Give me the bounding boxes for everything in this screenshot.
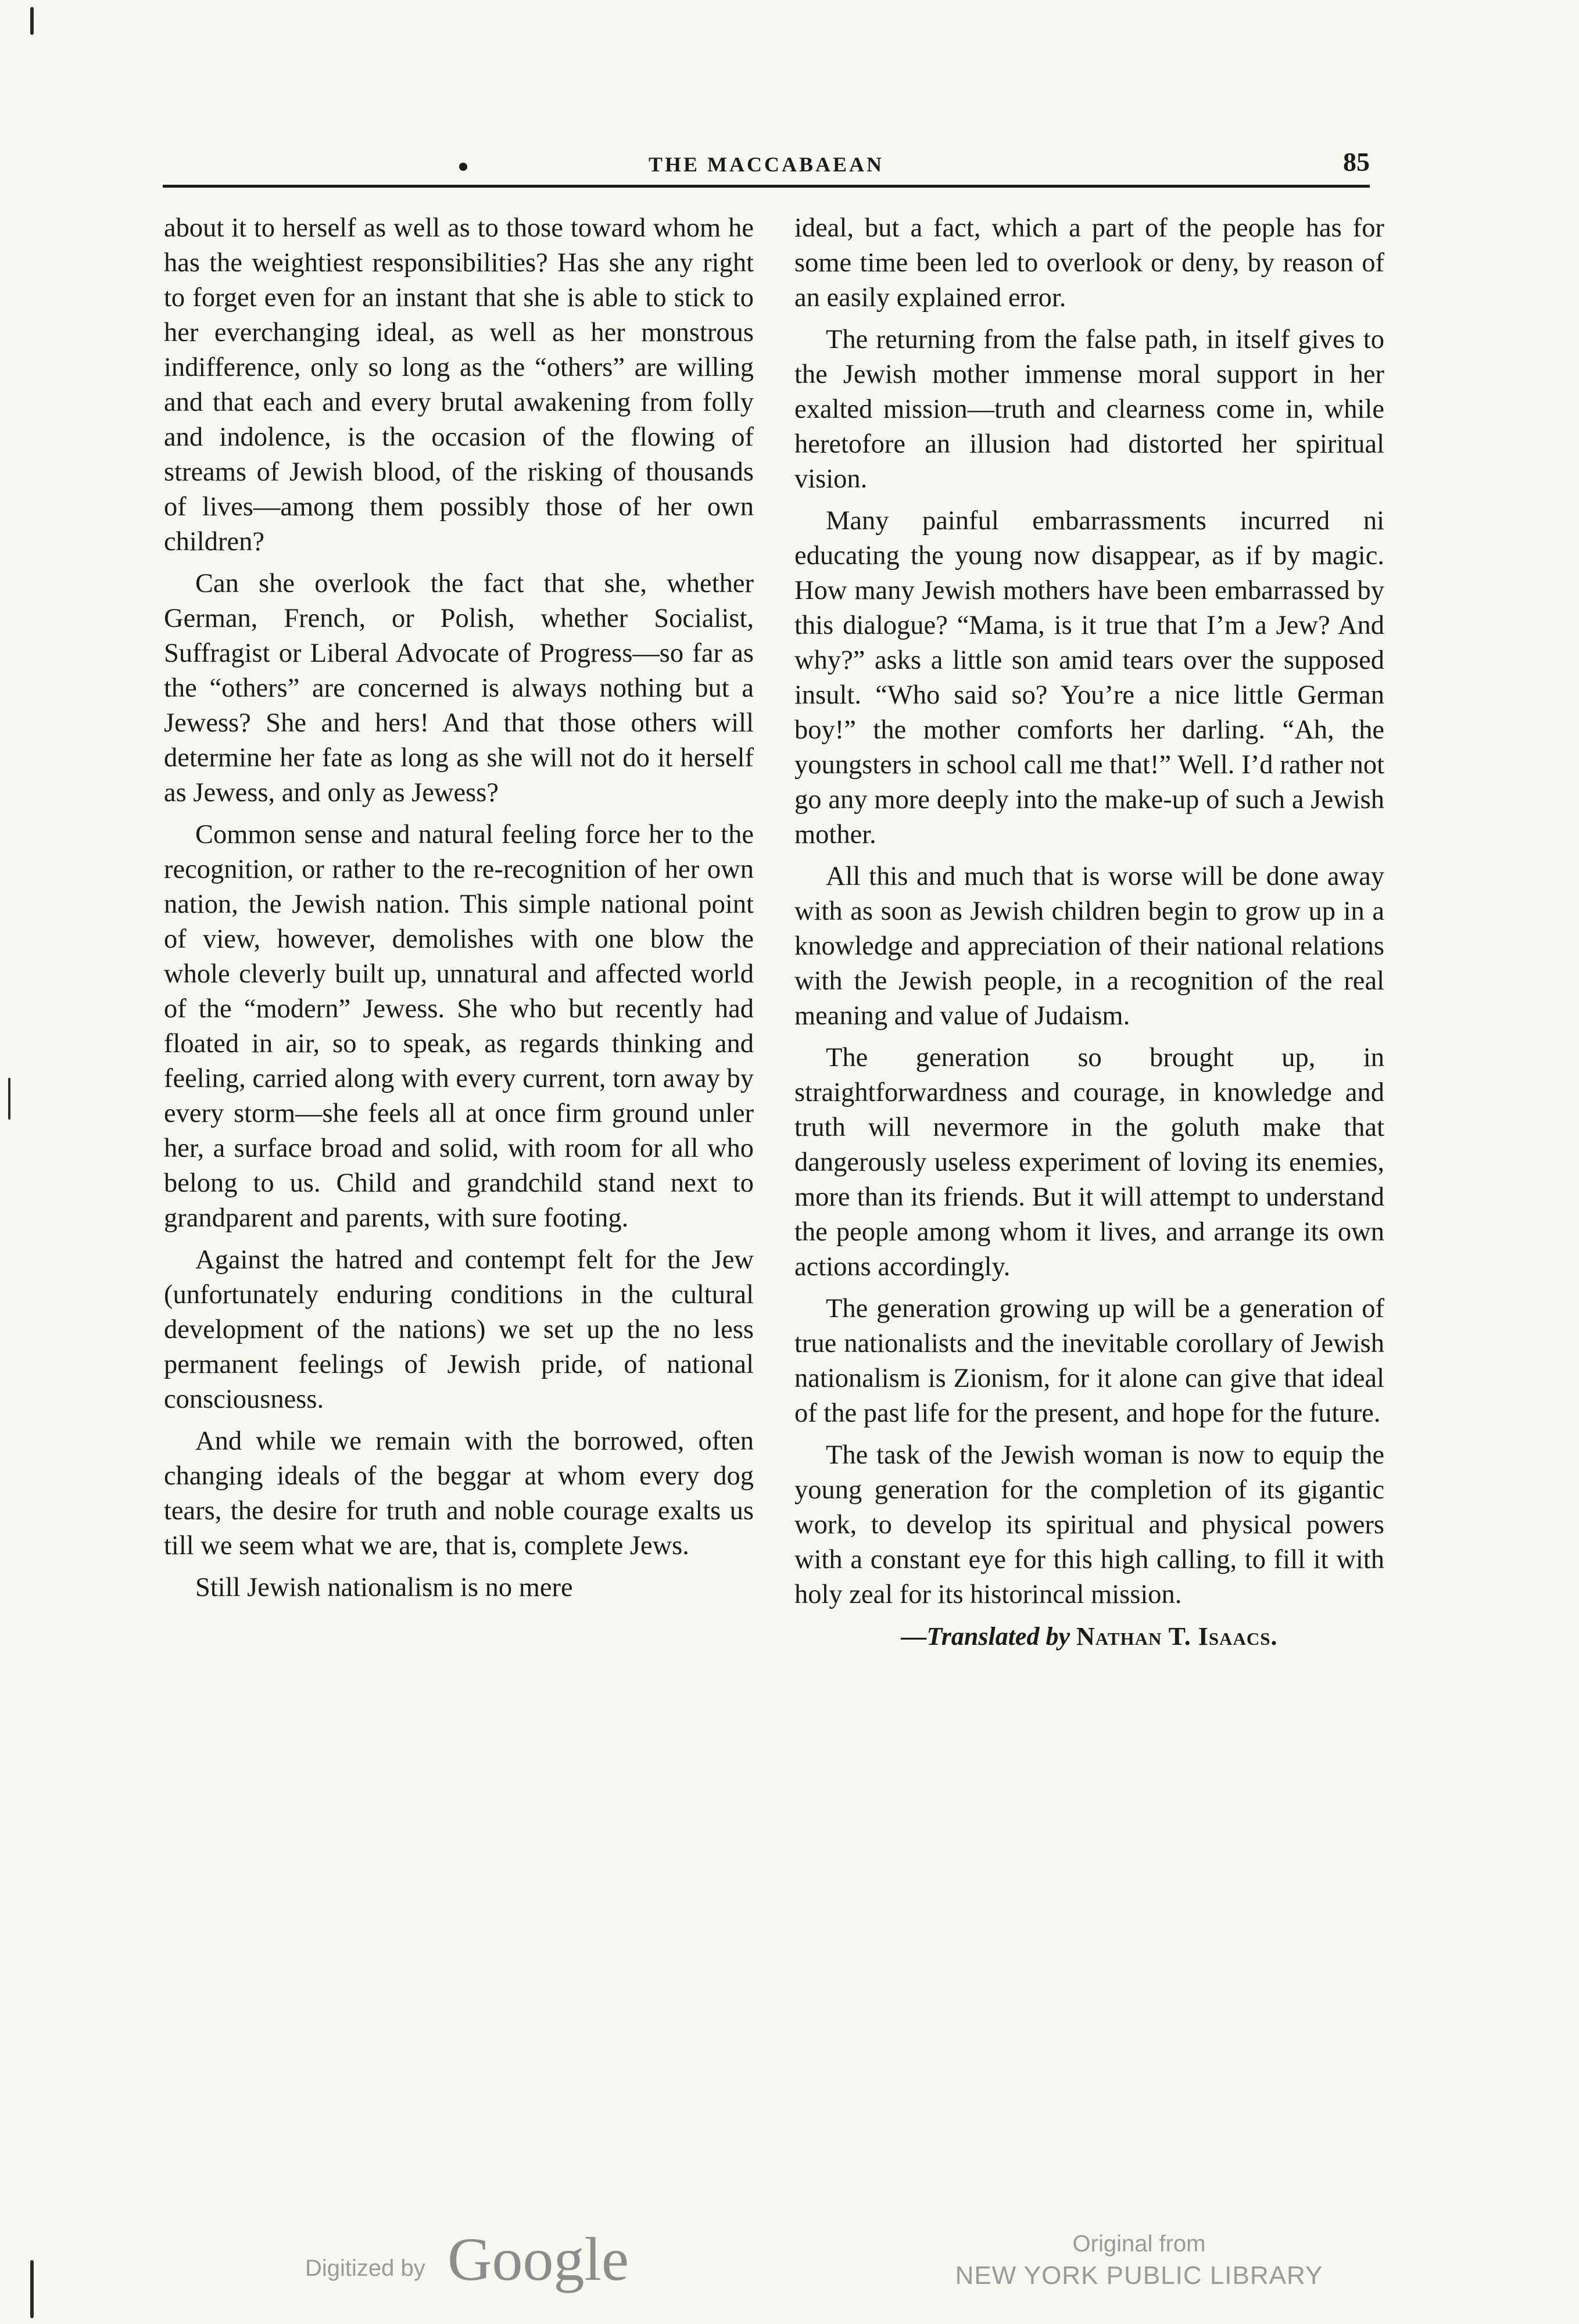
running-header [163, 147, 1370, 188]
paragraph: Many painful embarrassments incurred ni educating the young now disappear, as if by magic. How many Jewish mothers have been embarrassed by this dialogue? “Mama, is it true that I’m a Jew? And why?” asks a little son amid tears over the supposed insult. “Who said so? You’re a nice little German boy!” the mother comforts her darling. “Ah, the youngsters in school call me that!” Well. I’d rather not go any more deeply into the make-up of such a Jewish mother. [794, 506, 1384, 849]
translator-name: Nathan T. Isaacs. [1076, 1622, 1278, 1651]
translator-credit [794, 1619, 1384, 1654]
paragraph: Common sense and natural feeling force her to the recognition, or rather to the re-recognition of her own nation, the Jewish nation. This simple national point of view, however, demolishes with one blow the whole cleverly built up, unnatural and affected world of the “modern” Jewess. She who but recently had floated in air, so to speak, as regards thinking and feeling, carried along with every current, torn away by every storm—she feels all at once firm ground unler her, a surface broad and solid, with room for all who belong to us. Child and grandchild stand next to grandparent and parents, with sure footing. [164, 820, 754, 1233]
scan-edge-mark [8, 1078, 10, 1120]
original-from-label: Original from [1072, 2231, 1206, 2257]
paragraph: The returning from the false path, in itself gives to the Jewish mother immense moral support in her exalted mission—truth and clearness come in, while heretofore an illusion had distorted her spiritual vision. [794, 325, 1384, 494]
paragraph: about it to herself as well as to those toward whom he has the weightiest responsibilities? Has she any right to forget even for an instant that she is able to stick to her everchanging ideal, as well as her monstrous indifference, only so long as the “others” are willing and that each and every brutal awakening from folly and indolence, is the occasion of the flowing of streams of Jewish blood, of the risking of thousands of lives—among them possibly those of her own children? [164, 213, 754, 557]
paragraph: And while we remain with the borrowed, often changing ideals of the beggar at whom every dog tears, the desire for truth and noble courage exalts us till we seem what we are, that is, complete Jews. [164, 1426, 754, 1561]
library-name: NEW YORK PUBLIC LIBRARY [955, 2261, 1323, 2290]
digitization-footer [0, 2225, 1579, 2324]
paragraph: Still Jewish nationalism is no mere [195, 1573, 573, 1602]
paragraph: ideal, but a fact, which a part of the people has for some time been led to overlook or deny, by reason of an easily explained error. [794, 213, 1384, 313]
digitized-by-label: Digitized by [305, 2255, 425, 2281]
paragraph: All this and much that is worse will be done away with as soon as Jewish children begin to grow up in a knowledge and appreciation of their national relations with the Jewish people, in a recognition of the real meaning and value of Judaism. [794, 862, 1384, 1031]
paragraph: Can she overlook the fact that she, whether German, French, or Polish, whether Socialist, Suffragist or Liberal Advocate of Progress—so far as the “others” are concerned is always nothing but a Jewess? She and hers! And that those others will determine her fate as long as she will not do it herself as Jewess, and only as Jewess? [164, 569, 754, 808]
left-column [164, 211, 754, 1612]
paragraph: The task of the Jewish woman is now to equip the young generation for the completion of its gigantic work, to develop its spiritual and physical powers with a constant eye for this high calling, to fill it with holy zeal for its historincal mission. [794, 1440, 1384, 1609]
paragraph: Against the hatred and contempt felt for the Jew (unfortunately enduring conditions in the cultural development of the nations) we set up the no less permanent feelings of Jewish pride, of national consciousness. [164, 1245, 754, 1414]
page-number: 85 [1343, 147, 1370, 177]
paragraph: The generation so brought up, in straightforwardness and courage, in knowledge and truth will nevermore in the goluth make that dangerously useless experiment of loving its enemies, more than its friends. But it will attempt to understand the people among whom it lives, and arrange its own actions accordingly. [794, 1043, 1384, 1282]
google-logo: Google [447, 2225, 629, 2293]
translated-by-label: —Translated by [901, 1622, 1070, 1651]
paragraph: The generation growing up will be a generation of true nationalists and the inevitable corollary of Jewish nationalism is Zionism, for it alone can give that ideal of the past life for the present, and hope for the future. [794, 1294, 1384, 1428]
running-title: THE MACCABAEAN [648, 153, 884, 176]
scan-edge-mark [30, 7, 34, 35]
right-column [794, 211, 1384, 1654]
